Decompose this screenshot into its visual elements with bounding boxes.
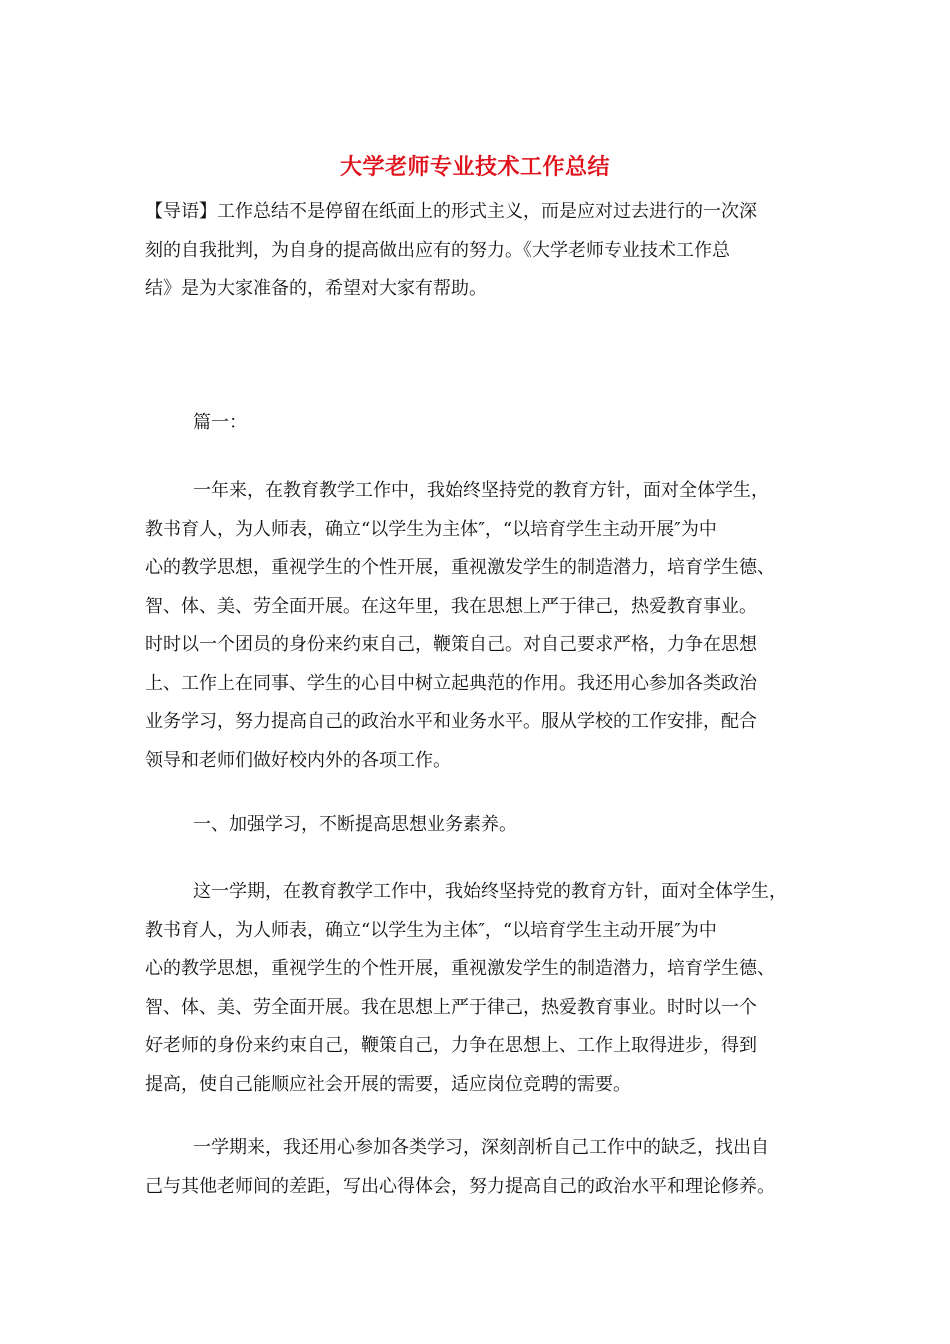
paragraph-line: 一学期来，我还用心参加各类学习，深刻剖析自己工作中的缺乏，找出自 [193, 1137, 769, 1158]
paragraph-line: 一年来，在教育教学工作中，我始终坚持党的教育方针，面对全体学生， [193, 480, 769, 501]
paragraph-line: 业务学习，努力提高自己的政治水平和业务水平。服从学校的工作安排，配合 [145, 711, 757, 732]
paragraph-line: 智、体、美、劳全面开展。我在思想上严于律己，热爱教育事业。时时以一个 [145, 996, 757, 1018]
paragraph-line: 时时以一个团员的身份来约束自己，鞭策自己。对自己要求严格，力争在思想 [145, 634, 757, 655]
body-paragraph-3 [145, 1129, 810, 1206]
paragraph-line: 提高，使自己能顺应社会开展的需要，适应岗位竞聘的需要。 [145, 1073, 631, 1095]
intro-paragraph [145, 193, 810, 309]
paragraph-line: 心的教学思想，重视学生的个性开展，重视激发学生的制造潜力，培育学生德、 [145, 958, 775, 979]
paragraph-line: 领导和老师们做好校内外的各项工作。 [145, 749, 451, 771]
paragraph-line: 心的教学思想，重视学生的个性开展，重视激发学生的制造潜力，培育学生德、 [145, 557, 775, 578]
intro-line: 【导语】工作总结不是停留在纸面上的形式主义，而是应对过去进行的一次深 [145, 201, 757, 222]
intro-line: 刻的自我批判，为自身的提高做出应有的努力。《大学老师专业技术工作总 [145, 239, 730, 261]
section-heading: 篇一： [193, 412, 247, 433]
document-title: 大学老师专业技术工作总结 [339, 154, 610, 180]
intro-line: 结》是为大家准备的，希望对大家有帮助。 [145, 278, 487, 299]
body-paragraph-2 [145, 873, 810, 1104]
paragraph-line: 这一学期，在教育教学工作中，我始终坚持党的教育方针，面对全体学生， [193, 881, 787, 902]
paragraph-line: 智、体、美、劳全面开展。在这年里，我在思想上严于律己，热爱教育事业。 [145, 595, 757, 617]
paragraph-line: 教书育人，为人师表，确立“以学生为主体″，“以培育学生主动开展″为中 [145, 919, 717, 941]
subheading-paragraph [145, 806, 810, 845]
paragraph-line: 教书育人，为人师表，确立“以学生为主体″，“以培育学生主动开展″为中 [145, 518, 717, 540]
body-paragraph-1 [145, 472, 810, 780]
paragraph-line: 己与其他老师间的差距，写出心得体会，努力提高自己的政治水平和理论修养。 [145, 1175, 775, 1197]
paragraph-line: 上、工作上在同事、学生的心目中树立起典范的作用。我还用心参加各类政治 [145, 672, 757, 694]
subheading: 一、加强学习，不断提高思想业务素养。 [193, 814, 517, 835]
section-heading-paragraph [145, 404, 810, 443]
paragraph-line: 好老师的身份来约束自己，鞭策自己，力争在思想上、工作上取得进步，得到 [145, 1035, 757, 1056]
